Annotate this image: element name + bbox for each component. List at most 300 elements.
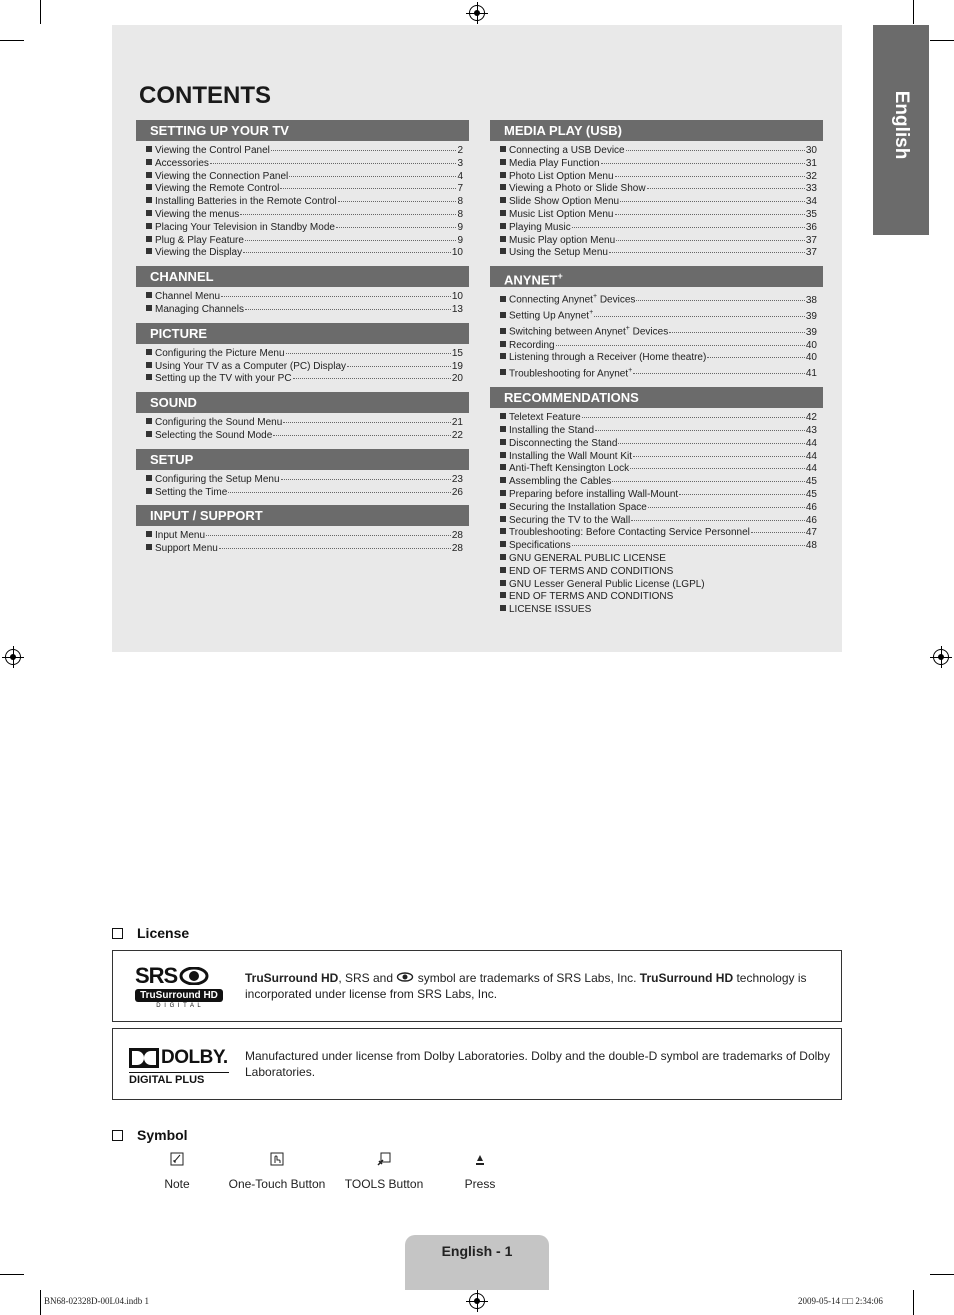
toc-item-label-text: Configuring the Sound Menu xyxy=(155,417,283,429)
dot-leader xyxy=(751,532,805,533)
toc-item-label-text: Plug & Play Feature xyxy=(155,234,244,246)
toc-item[interactable] xyxy=(500,340,817,353)
square-bullet-icon xyxy=(500,452,506,458)
toc-item-list xyxy=(490,408,823,617)
toc-item[interactable] xyxy=(500,145,817,158)
toc-item-label-text: Setting Up Anynet xyxy=(509,310,590,322)
square-bullet-icon xyxy=(146,349,152,355)
symbol-note: Note xyxy=(146,1152,208,1191)
square-bullet-icon xyxy=(146,236,152,242)
dot-leader xyxy=(594,316,805,317)
toc-item-label xyxy=(155,487,227,500)
toc-item-page: 40 xyxy=(805,352,817,364)
toc-item-page: 7 xyxy=(457,183,463,195)
toc-item[interactable] xyxy=(500,412,817,425)
toc-item[interactable] xyxy=(146,196,463,209)
dot-leader xyxy=(293,378,451,379)
toc-section xyxy=(136,120,469,260)
toc-item-label xyxy=(509,412,581,425)
toc-item-label-text: Disconnecting the Stand xyxy=(509,437,618,449)
language-tab-label: English xyxy=(891,90,912,160)
toc-item-label xyxy=(155,304,244,317)
toc-item-page: 23 xyxy=(451,473,463,485)
toc-item-label xyxy=(509,553,666,566)
toc-item-sup: + xyxy=(592,293,598,301)
toc-item-list xyxy=(136,287,469,317)
toc-item-label-text: Input Menu xyxy=(155,530,206,542)
square-bullet-icon xyxy=(146,544,152,550)
toc-item-label-text: GNU GENERAL PUBLIC LICENSE xyxy=(509,553,666,565)
toc-item[interactable] xyxy=(500,222,817,235)
dot-leader xyxy=(618,443,804,444)
section-heading-text: SOUND xyxy=(150,395,197,411)
square-bullet-icon xyxy=(146,305,152,311)
toc-item[interactable] xyxy=(146,417,463,430)
square-bullet-icon xyxy=(146,159,152,165)
section-heading-text: CHANNEL xyxy=(150,269,214,285)
toc-item-sup: + xyxy=(628,367,633,375)
toc-item-label-text: Using the Setup Menu xyxy=(509,247,608,259)
square-bullet-icon xyxy=(146,184,152,190)
toc-item-label xyxy=(155,430,272,443)
tools-icon xyxy=(377,1152,391,1166)
toc-item-page: 34 xyxy=(805,196,817,208)
square-bullet-icon xyxy=(500,439,506,445)
toc-item-label xyxy=(155,348,285,361)
toc-item[interactable] xyxy=(500,183,817,196)
toc-item-page: 30 xyxy=(805,145,817,156)
toc-section xyxy=(136,323,469,386)
toc-item-label-text: Specifications xyxy=(509,540,571,552)
dot-leader xyxy=(283,422,451,423)
square-bullet-icon xyxy=(500,464,506,470)
toc-item[interactable] xyxy=(146,304,463,317)
toc-item-page: 36 xyxy=(805,221,817,233)
note-icon xyxy=(170,1152,184,1166)
toc-item-page: 44 xyxy=(805,437,817,449)
toc-item-label xyxy=(509,183,646,196)
dot-leader xyxy=(707,357,805,358)
toc-item[interactable] xyxy=(500,247,817,260)
toc-item-page: 9 xyxy=(457,234,463,246)
toc-item-label xyxy=(155,209,239,222)
toc-item-sup: + xyxy=(625,325,630,333)
toc-item-list xyxy=(490,287,823,381)
square-bullet-icon xyxy=(146,418,152,424)
toc-item-label xyxy=(509,463,629,476)
square-bullet-icon xyxy=(500,477,506,483)
square-bullet-icon xyxy=(500,528,506,534)
toc-item-label-text: Configuring the Picture Menu xyxy=(155,347,285,359)
toc-item-label xyxy=(509,323,668,339)
dot-leader xyxy=(273,435,451,436)
crop-mark xyxy=(40,0,41,24)
toc-item-list xyxy=(136,344,469,386)
toc-item-label-text: Viewing the Control Panel xyxy=(155,145,270,156)
toc-item-page: 10 xyxy=(451,291,463,303)
dot-leader xyxy=(572,545,805,546)
toc-item[interactable] xyxy=(500,352,817,365)
toc-item-label xyxy=(155,530,205,543)
toc-item[interactable] xyxy=(146,373,463,386)
toc-item[interactable] xyxy=(500,323,817,339)
dot-leader xyxy=(648,507,805,508)
dot-leader xyxy=(630,468,805,469)
toc-item-label xyxy=(509,171,614,184)
toc-item-label xyxy=(509,196,619,209)
dot-leader xyxy=(631,520,805,521)
toc-item-label xyxy=(509,502,647,515)
toc-column-right xyxy=(490,120,823,623)
square-bullet-icon xyxy=(500,172,506,178)
toc-item-label xyxy=(509,527,750,540)
dot-leader xyxy=(595,430,805,431)
square-bullet-icon xyxy=(146,197,152,203)
square-bullet-icon xyxy=(500,296,506,302)
dolby-license-text: Manufactured under license from Dolby Laboratories. Dolby and the double-D symbol are trademarks of Dolby Laboratories. xyxy=(245,1049,830,1079)
toc-column-left xyxy=(136,120,469,562)
dot-leader xyxy=(609,252,805,253)
toc-item-list xyxy=(136,413,469,443)
square-bullet-icon xyxy=(146,292,152,298)
registration-mark-icon xyxy=(933,649,949,665)
toc-item[interactable] xyxy=(500,579,817,592)
toc-item-label xyxy=(155,247,242,260)
toc-item-label-text: LICENSE ISSUES xyxy=(509,604,592,616)
square-bullet-icon xyxy=(146,531,152,537)
toc-item-label xyxy=(509,340,555,353)
square-bullet-icon xyxy=(146,223,152,229)
srs-circle-symbol-icon xyxy=(179,967,209,985)
section-heading xyxy=(136,392,469,413)
section-heading-sup: + xyxy=(557,271,563,282)
square-bullet-icon xyxy=(500,223,506,229)
symbol-heading: Symbol xyxy=(112,1127,188,1143)
toc-item[interactable] xyxy=(146,543,463,556)
square-bullet-icon xyxy=(500,605,506,611)
dolby-digital-plus-logo: DOLBY. DIGITAL PLUS xyxy=(129,1047,228,1086)
square-bullet-icon xyxy=(500,541,506,547)
toc-item-label-text: Setting the Time xyxy=(155,486,228,498)
toc-item[interactable] xyxy=(500,171,817,184)
toc-item[interactable] xyxy=(146,171,463,184)
toc-item-label xyxy=(509,307,593,323)
toc-item-label-text: Troubleshooting for Anynet xyxy=(509,368,629,380)
square-bullet-icon xyxy=(500,503,506,509)
toc-item-page: 39 xyxy=(805,310,817,322)
section-heading xyxy=(136,505,469,526)
toc-item-label xyxy=(155,171,288,184)
toc-item[interactable] xyxy=(500,438,817,451)
toc-item-label xyxy=(509,451,632,464)
toc-item-label xyxy=(155,543,218,556)
toc-item[interactable] xyxy=(500,196,817,209)
section-heading-text: INPUT / SUPPORT xyxy=(150,508,263,524)
toc-item-page: 2 xyxy=(457,145,463,156)
dot-leader xyxy=(338,201,457,202)
toc-item-label-text: Assembling the Cables xyxy=(509,476,612,488)
toc-item-label xyxy=(155,474,280,487)
toc-item-list xyxy=(490,141,823,260)
language-tab xyxy=(873,25,929,235)
symbol-press: Press xyxy=(454,1152,506,1191)
toc-item-page: 38 xyxy=(805,294,817,306)
section-heading xyxy=(490,387,823,408)
crop-mark xyxy=(0,1274,24,1275)
square-bullet-icon xyxy=(500,210,506,216)
print-file-info: BN68-02328D-00L04.indb 1 xyxy=(44,1296,149,1306)
section-heading xyxy=(490,266,823,287)
toc-item-label xyxy=(509,579,705,592)
toc-item-label-text: Support Menu xyxy=(155,543,218,555)
section-heading xyxy=(490,120,823,141)
toc-item-label xyxy=(509,438,617,451)
toc-item-label xyxy=(155,183,279,196)
toc-item-page: 31 xyxy=(805,157,817,169)
toc-item-page: 47 xyxy=(805,527,817,539)
square-bullet-icon xyxy=(146,146,152,152)
toc-item-page: 45 xyxy=(805,476,817,488)
toc-item[interactable] xyxy=(500,451,817,464)
toc-item-label xyxy=(155,417,282,430)
toc-item-label xyxy=(155,196,337,209)
toc-item-label xyxy=(509,209,614,222)
toc-item-label xyxy=(509,566,673,579)
toc-item-page: 33 xyxy=(805,183,817,195)
square-bullet-icon xyxy=(146,431,152,437)
toc-item[interactable] xyxy=(500,515,817,528)
registration-mark-icon xyxy=(469,1293,485,1309)
dot-leader xyxy=(280,188,456,189)
dot-leader xyxy=(620,201,805,202)
toc-item-list xyxy=(136,470,469,500)
toc-item-label-text: Accessories xyxy=(155,157,209,169)
toc-item-page: 4 xyxy=(457,170,463,182)
square-bullet-icon xyxy=(500,341,506,347)
square-bullet-icon xyxy=(500,184,506,190)
crop-mark xyxy=(0,40,24,41)
toc-item-label-text: Preparing before installing Wall-Mount xyxy=(509,489,679,501)
toc-item-label xyxy=(155,361,346,374)
toc-item[interactable] xyxy=(500,235,817,248)
toc-item-label xyxy=(509,489,678,502)
toc-item-page: 40 xyxy=(805,339,817,351)
toc-item-page: 48 xyxy=(805,540,817,552)
toc-item-label-text: Connecting a USB Device xyxy=(509,145,625,156)
toc-item[interactable] xyxy=(500,489,817,502)
square-bullet-icon xyxy=(500,146,506,152)
toc-item-label-text: Viewing the Display xyxy=(155,247,243,259)
toc-item-page: 44 xyxy=(805,450,817,462)
toc-item[interactable] xyxy=(500,463,817,476)
toc-item[interactable] xyxy=(500,209,817,222)
toc-item-page: 9 xyxy=(457,221,463,233)
toc-item[interactable] xyxy=(500,502,817,515)
toc-item-label-text: Installing the Wall Mount Kit xyxy=(509,450,633,462)
srs-license-text: TruSurround HD, SRS and symbol are trademarks of SRS Labs, Inc. TruSurround HD technology is incorporated under license from SRS Labs, Inc. xyxy=(245,971,807,1001)
toc-item-label-text: Viewing the Remote Control xyxy=(155,183,280,195)
toc-item-label-text: Using Your TV as a Computer (PC) Display xyxy=(155,360,347,372)
toc-item-label-text: Music List Option Menu xyxy=(509,208,614,220)
dot-leader xyxy=(615,176,805,177)
toc-item[interactable] xyxy=(146,430,463,443)
toc-section xyxy=(490,120,823,260)
toc-item-page: 43 xyxy=(805,425,817,437)
toc-item[interactable] xyxy=(500,540,817,553)
dolby-license-box xyxy=(112,1028,842,1100)
dot-leader xyxy=(240,214,456,215)
dot-leader xyxy=(612,481,805,482)
toc-item-page: 20 xyxy=(451,373,463,385)
toc-item-label xyxy=(509,515,630,528)
toc-item-label xyxy=(509,591,673,604)
toc-item-label-text: Anti-Theft Kensington Lock xyxy=(509,463,630,475)
toc-item[interactable] xyxy=(146,209,463,222)
toc-item-page: 28 xyxy=(451,530,463,542)
symbol-one-touch: One-Touch Button xyxy=(222,1152,332,1191)
toc-item-label-text: Viewing a Photo or Slide Show xyxy=(509,183,646,195)
toc-item[interactable] xyxy=(146,247,463,260)
dolby-double-d-icon xyxy=(129,1048,159,1068)
toc-item[interactable] xyxy=(500,527,817,540)
toc-item-page: 8 xyxy=(457,208,463,220)
toc-item-label xyxy=(509,158,600,171)
toc-item-label-suffix: Devices xyxy=(597,294,636,306)
toc-item-label xyxy=(509,365,632,381)
toc-item[interactable] xyxy=(500,566,817,579)
square-bullet-icon xyxy=(146,488,152,494)
page-number-tab xyxy=(405,1235,549,1290)
toc-item-label xyxy=(155,373,292,386)
toc-item[interactable] xyxy=(500,158,817,171)
toc-item-page: 35 xyxy=(805,208,817,220)
toc-item-label-text: Listening through a Receiver (Home theatre) xyxy=(509,352,707,364)
toc-item-page: 44 xyxy=(805,463,817,475)
dot-leader xyxy=(633,373,805,374)
toc-item-label-text: Securing the TV to the Wall xyxy=(509,514,631,526)
toc-item-label xyxy=(509,476,611,489)
toc-item[interactable] xyxy=(146,183,463,196)
toc-item[interactable] xyxy=(146,348,463,361)
square-bullet-icon xyxy=(500,490,506,496)
toc-item-page: 10 xyxy=(451,247,463,259)
square-bullet-icon xyxy=(146,210,152,216)
toc-item-page: 46 xyxy=(805,501,817,513)
toc-item-label-text: Placing Your Television in Standby Mode xyxy=(155,221,335,233)
toc-item-label xyxy=(155,235,244,248)
toc-item-page: 42 xyxy=(805,412,817,424)
toc-item-sup: + xyxy=(589,309,594,317)
toc-item[interactable] xyxy=(500,604,817,617)
dot-leader xyxy=(289,176,456,177)
toc-item-label xyxy=(155,158,209,171)
toc-item[interactable] xyxy=(500,591,817,604)
dot-leader xyxy=(626,150,805,151)
toc-item[interactable] xyxy=(146,158,463,171)
toc-item-page: 39 xyxy=(805,326,817,338)
toc-item-label-text: Connecting Anynet xyxy=(509,294,593,306)
toc-item[interactable] xyxy=(500,365,817,381)
toc-item[interactable] xyxy=(146,474,463,487)
toc-item-label xyxy=(509,291,635,307)
dot-leader xyxy=(281,479,451,480)
square-bullet-icon xyxy=(500,328,506,334)
toc-item-label-text: END OF TERMS AND CONDITIONS xyxy=(509,565,674,577)
toc-item[interactable] xyxy=(500,476,817,489)
crop-mark xyxy=(913,0,914,24)
toc-item[interactable] xyxy=(146,361,463,374)
dot-leader xyxy=(647,188,805,189)
toc-item-label-text: Selecting the Sound Mode xyxy=(155,429,273,441)
square-bullet-icon xyxy=(500,248,506,254)
square-bullet-icon xyxy=(500,554,506,560)
srs-trusurround-logo: SRS TruSurround HD D I G I T A L xyxy=(135,965,223,1007)
toc-item-label xyxy=(509,604,591,617)
srs-symbol-icon xyxy=(396,972,414,982)
section-heading-text: PICTURE xyxy=(150,325,208,341)
toc-item[interactable] xyxy=(146,145,463,158)
toc-item-page: 15 xyxy=(451,347,463,359)
toc-item-label-text: Photo List Option Menu xyxy=(509,170,614,182)
toc-item-label-text: Configuring the Setup Menu xyxy=(155,473,280,485)
toc-item[interactable] xyxy=(146,291,463,304)
toc-item[interactable] xyxy=(500,307,817,323)
toc-item-label-text: Securing the Installation Space xyxy=(509,501,647,513)
dot-leader xyxy=(615,214,805,215)
toc-section xyxy=(136,266,469,317)
square-bullet-icon xyxy=(146,248,152,254)
toc-item-list xyxy=(136,526,469,556)
toc-item-label-text: Slide Show Option Menu xyxy=(509,196,620,208)
square-bullet-icon xyxy=(500,592,506,598)
toc-item-label-text: Installing Batteries in the Remote Control xyxy=(155,196,337,208)
square-bullet-icon xyxy=(146,475,152,481)
toc-item-label xyxy=(509,235,615,248)
toc-item[interactable] xyxy=(146,235,463,248)
toc-item[interactable] xyxy=(500,553,817,566)
toc-item-label xyxy=(509,540,571,553)
section-heading xyxy=(136,266,469,287)
toc-item-label-text: Playing Music xyxy=(509,221,571,233)
square-bullet-icon xyxy=(500,353,506,359)
dot-leader xyxy=(228,492,451,493)
toc-item-label-text: Viewing the Connection Panel xyxy=(155,170,289,182)
toc-item[interactable] xyxy=(146,530,463,543)
square-bullet-icon xyxy=(500,197,506,203)
toc-item[interactable] xyxy=(146,222,463,235)
dot-leader xyxy=(245,309,451,310)
toc-item[interactable] xyxy=(500,425,817,438)
section-heading xyxy=(136,120,469,141)
toc-item[interactable] xyxy=(500,291,817,307)
registration-mark-icon xyxy=(469,5,485,21)
dot-leader xyxy=(669,332,805,333)
dot-leader xyxy=(271,150,457,151)
section-heading-text: SETTING UP YOUR TV xyxy=(150,123,289,138)
square-bullet-icon xyxy=(500,426,506,432)
square-bullet-icon xyxy=(500,516,506,522)
square-bullet-icon xyxy=(146,362,152,368)
srs-license-box xyxy=(112,950,842,1022)
toc-item-label xyxy=(155,291,220,304)
toc-item-label xyxy=(155,222,335,235)
toc-item-page: 45 xyxy=(805,489,817,501)
square-bullet-icon xyxy=(500,567,506,573)
toc-section xyxy=(490,266,823,381)
toc-item[interactable] xyxy=(146,487,463,500)
toc-item-list xyxy=(136,141,469,260)
toc-item-label xyxy=(509,247,608,260)
